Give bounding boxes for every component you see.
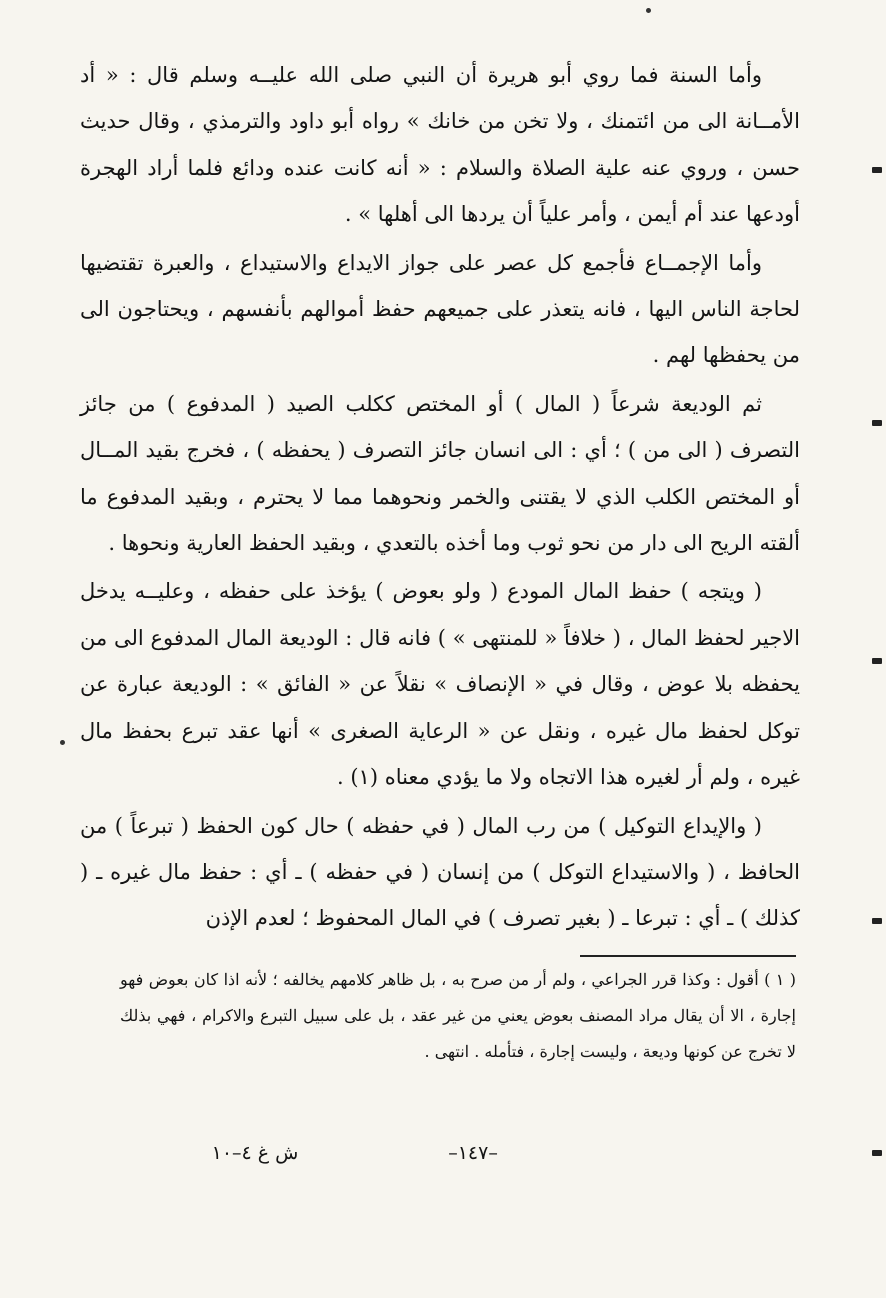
paragraph-ijma: وأما الإجمــاع فأجمع كل عصر على جواز الايداع والاستيداع ، والعبرة تقتضيها لحاجة الناس اليها ، فانه يتعذر على جميعهم حفظ أموالهم بأنفسهم ، ويحتاجون الى من يحفظها لهم . <box>80 250 800 368</box>
paragraph-idaa: ( والإيداع التوكيل ) من رب المال ( في حفظه ) حال كون الحفظ ( تبرعاً ) من الحافظ ، ( والاستيداع التوكل ) من إنسان ( في حفظه ) ـ أي : حفظ مال غيره ـ ( كذلك ) ـ أي : تبرعا ـ ( بغير تصرف ) في المال المحفوظ ؛ لعدم الإذن <box>80 813 800 931</box>
footnote-divider <box>580 955 796 957</box>
scan-binding-mark <box>872 658 882 664</box>
page-number: –١٤٧– <box>448 1142 498 1164</box>
footnote <box>120 962 796 1070</box>
scan-binding-mark <box>872 918 882 924</box>
paragraph-sunnah: وأما السنة فما روي أبو هريرة أن النبي صلى الله عليــه وسلم قال : « أد الأمــانة الى من ائتمنك ، ولا تخن من خانك » رواه أبو داود والترمذي ، وقال حديث حسن ، وروي عنه علية الصلاة والسلام : « أنه كانت عنده ودائع فلما أراد الهجرة أودعها عند أم أيمن ، وأمر علياً أن يردها الى أهلها » . <box>80 63 800 227</box>
scan-speck <box>646 8 651 13</box>
paragraph-yattajih: ( ويتجه ) حفظ المال المودع ( ولو بعوض ) يؤخذ على حفظه ، وعليــه يدخل الاجير لحفظ المال ، ( خلافاً « للمنتهى » ) فانه قال : الوديعة المال المدفوع الى من يحفظه بلا عوض ، وقال في « الإنصاف » نقلاً عن « الفائق » : الوديعة عبارة عن توكل لحفظ مال غيره ، ونقل عن « الرعاية الصغرى » أنها عقد تبرع بحفظ مال غيره ، ولم أر لغيره هذا الاتجاه ولا ما يؤدي معناه (١) . <box>80 579 800 790</box>
paragraph-definition: ثم الوديعة شرعاً ( المال ) أو المختص ككلب الصيد ( المدفوع ) من جائز التصرف ( الى من ) ؛ أي : الى انسان جائز التصرف ( يحفظه ) ، فخرج بقيد المــال أو المختص الكلب الذي لا يقتنى والخمر ونحوهما مما لا يحترم ، وبقيد المدفوع ما ألقته الريح الى دار من نحو ثوب وما أخذه بالتعدي ، وبقيد الحفظ العارية ونحوها . <box>80 391 800 556</box>
footnote-text: ( ١ ) أقول : وكذا قرر الجراعي ، ولم أر من صرح به ، بل ظاهر كلامهم يخالفه ؛ لأنه اذا كان بعوض فهو إجارة ، الا أن يقال مراد المصنف بعوض يعني من غير عقد ، بل على سبيل التبرع والاكرام ، فهي بذلك لا تخرج عن كونها وديعة ، وليست إجارة ، فتأمله . انتهى . <box>120 970 797 1061</box>
main-text <box>80 52 800 944</box>
scan-binding-mark <box>872 167 882 173</box>
scan-binding-mark <box>872 420 882 426</box>
signature-mark: ش غ ٤–١٠ <box>211 1142 299 1164</box>
scan-speck <box>60 740 65 745</box>
scan-binding-mark <box>872 1150 882 1156</box>
